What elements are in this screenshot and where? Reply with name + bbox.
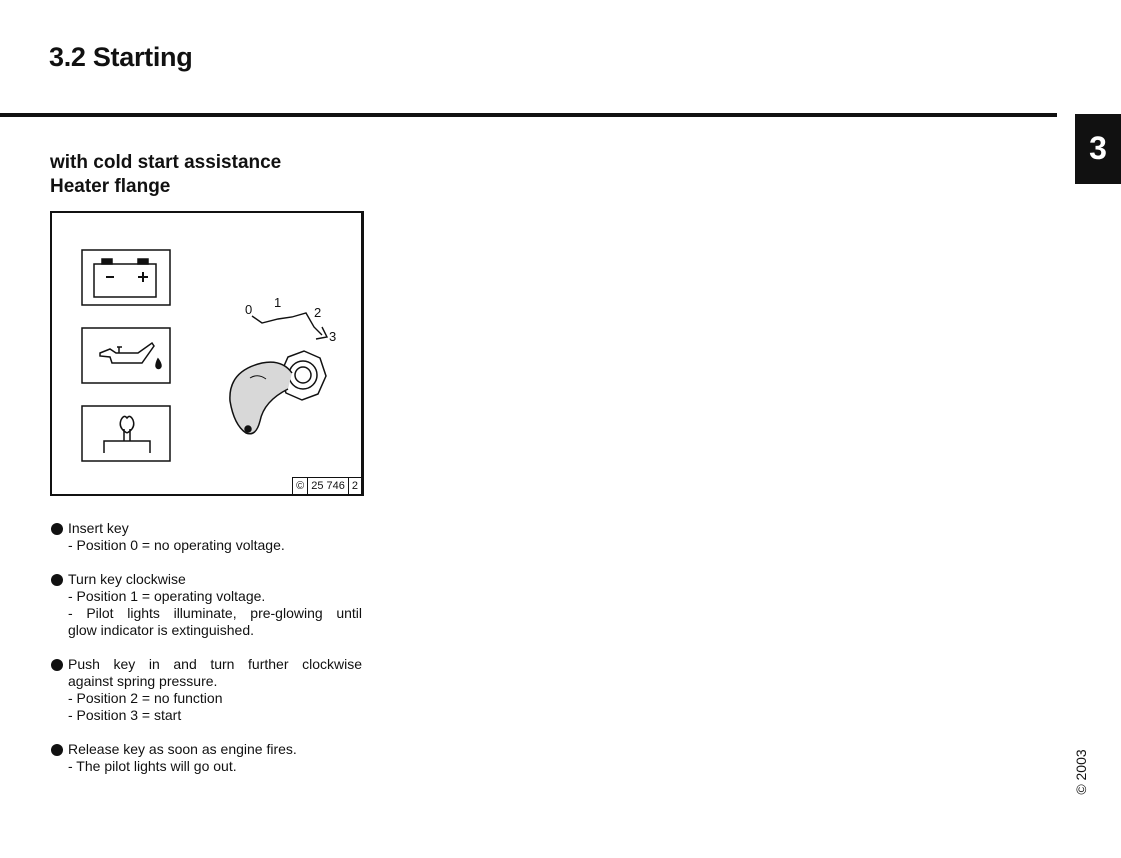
ignition-key-icon (230, 351, 326, 434)
position-3-label: 3 (329, 329, 337, 344)
oil-can-icon (82, 328, 170, 383)
position-2-label: 2 (314, 305, 322, 320)
copyright-notice (1071, 742, 1091, 802)
bullet-icon (51, 744, 63, 756)
position-1-label: 1 (274, 295, 282, 310)
chapter-tab[interactable]: 3 (1075, 114, 1121, 184)
bullet-icon (51, 659, 63, 671)
step-heading: Insert key (68, 520, 129, 536)
step-detail: - Position 3 = start (68, 707, 182, 723)
step-heading: Release key as soon as engine fires. (68, 741, 297, 757)
glow-plug-icon (82, 406, 170, 461)
step-heading: Push key in and turn further clockwise (68, 656, 362, 672)
copyright-text: © 2003 (1073, 749, 1089, 795)
page-title: 3.2 Starting (49, 42, 193, 72)
figure-drawing (52, 213, 361, 494)
step-detail: - Position 0 = no operating voltage. (68, 537, 285, 553)
section-subtitle: with cold start assistance (50, 152, 282, 173)
battery-icon (82, 250, 170, 305)
figure-code-index: 2 (351, 480, 358, 492)
step-detail: - Pilot lights illuminate, pre-glowing until (68, 605, 362, 621)
step-insert-key (50, 520, 362, 554)
step-release-key (50, 741, 362, 775)
header-rule (0, 113, 1057, 117)
step-detail: against spring pressure. (68, 673, 218, 689)
step-detail: glow indicator is extinguished. (68, 622, 254, 638)
step-heading: Turn key clockwise (68, 571, 186, 587)
step-detail: - Position 2 = no function (68, 690, 223, 706)
figure-reference-code (292, 477, 361, 494)
figure-code-mark: © (293, 478, 308, 494)
bullet-icon (51, 523, 63, 535)
bullet-icon (51, 574, 63, 586)
position-0-label: 0 (245, 302, 253, 317)
step-detail: - The pilot lights will go out. (68, 758, 237, 774)
step-turn-key (50, 571, 362, 639)
step-push-key (50, 656, 362, 724)
starting-figure (50, 211, 364, 496)
step-detail: - Position 1 = operating voltage. (68, 588, 266, 604)
section-subtitle-2: Heater flange (50, 176, 171, 197)
figure-code-number: 25 746 (308, 478, 349, 494)
instruction-steps (50, 520, 362, 792)
